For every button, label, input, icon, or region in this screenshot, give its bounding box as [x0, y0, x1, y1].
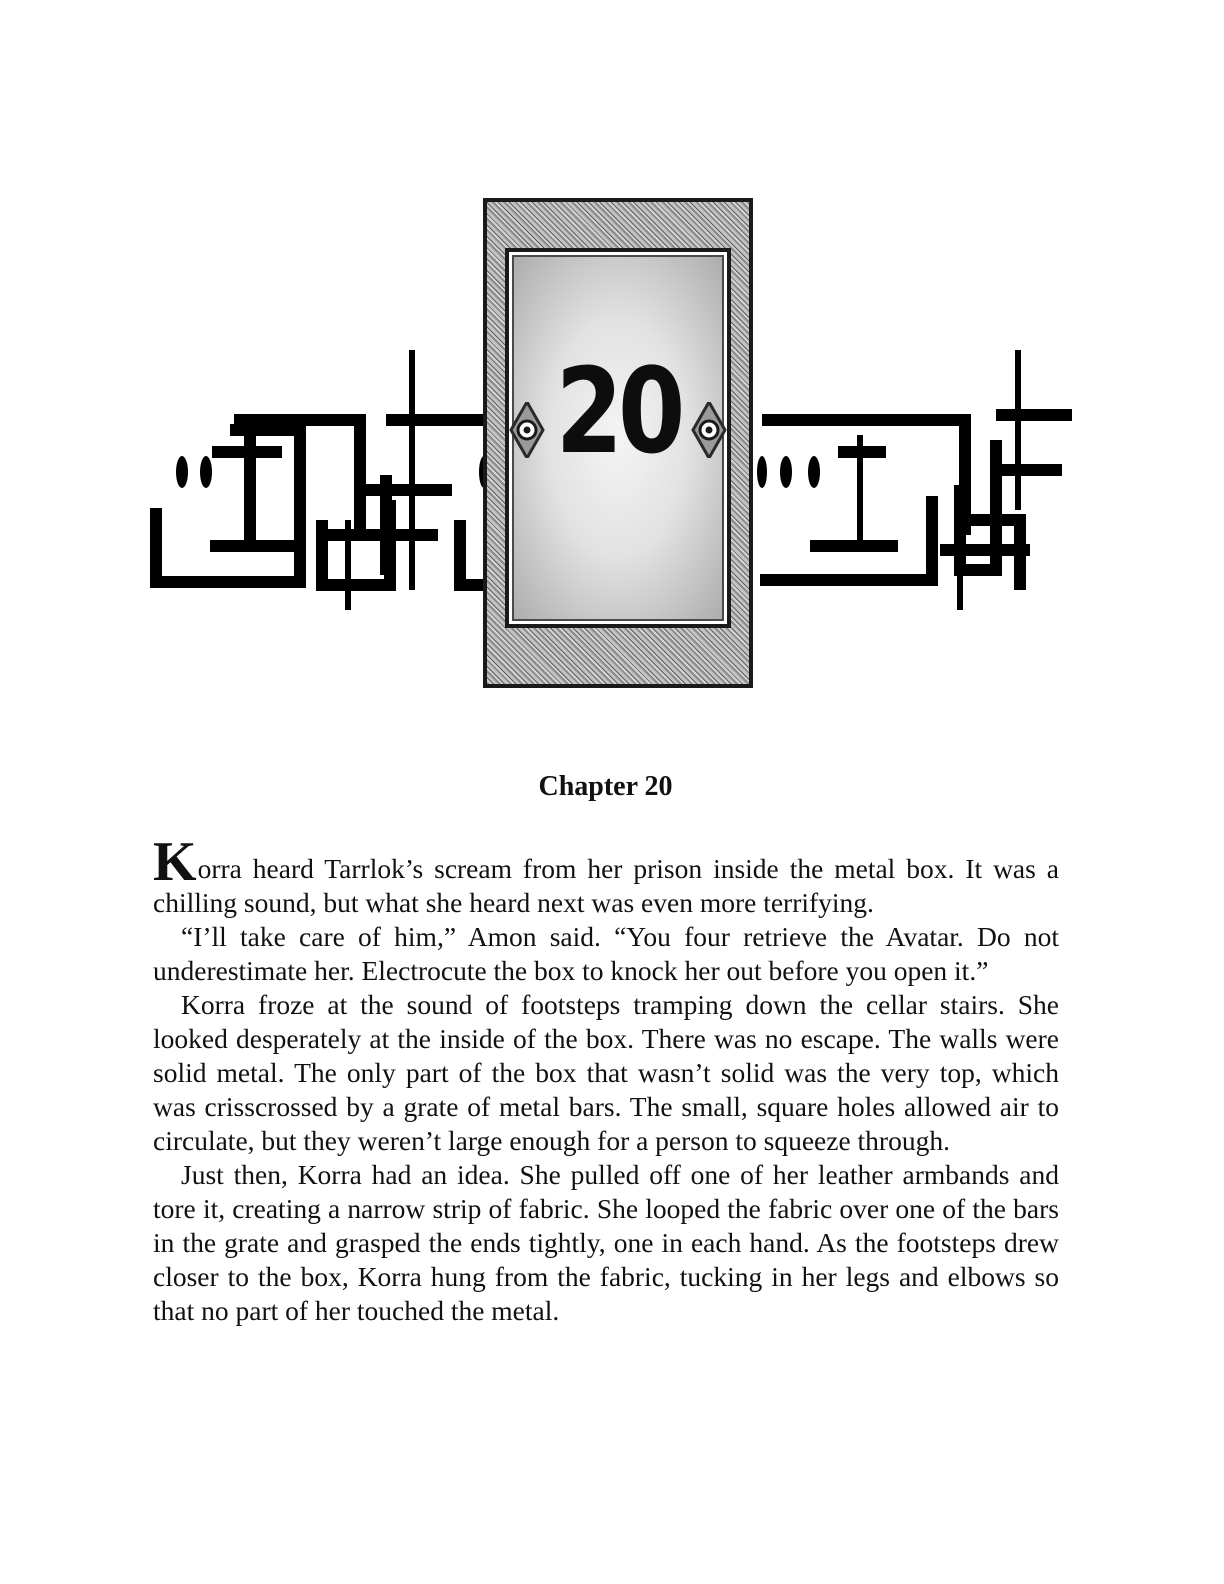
chapter-ornament — [150, 190, 1072, 690]
paragraph: Just then, Korra had an idea. She pulled off one of her leather armbands and tore it, creating a narrow strip of fabric. She looped the fabric over one of the bars in the grate and grasped the ends tightly, one in each hand. As the footsteps drew closer to the box, Korra hung from the fabric, tucking in her legs and elbows so that no part of her touched the metal. — [153, 1159, 1059, 1326]
paragraph: “I’ll take care of him,” Amon said. “You four retrieve the Avatar. Do not underestimate her. Electrocute the box to knock her out before you open it.” — [153, 921, 1059, 986]
paragraph — [153, 831, 1059, 920]
chapter-body — [153, 831, 1059, 1328]
chapter-number: 20 — [555, 342, 681, 480]
chapter-number-frame — [483, 198, 753, 688]
chapter-title: Chapter 20 — [538, 771, 673, 802]
drop-cap: K — [153, 831, 197, 893]
paragraph-text: orra heard Tarrlok’s scream from her prison inside the metal box. It was a chilling sound, but what she heard next was even more terrifying. — [153, 853, 1059, 918]
ornament-gem-right-icon — [691, 402, 727, 458]
paragraph: Korra froze at the sound of footsteps tramping down the cellar stairs. She looked desperately at the inside of the box. There was no escape. The walls were solid metal. The only part of the box that wasn’t solid was the very top, which was crisscrossed by a grate of metal bars. The small, square holes allowed air to circulate, but they weren’t large enough for a person to squeeze through. — [153, 989, 1059, 1156]
